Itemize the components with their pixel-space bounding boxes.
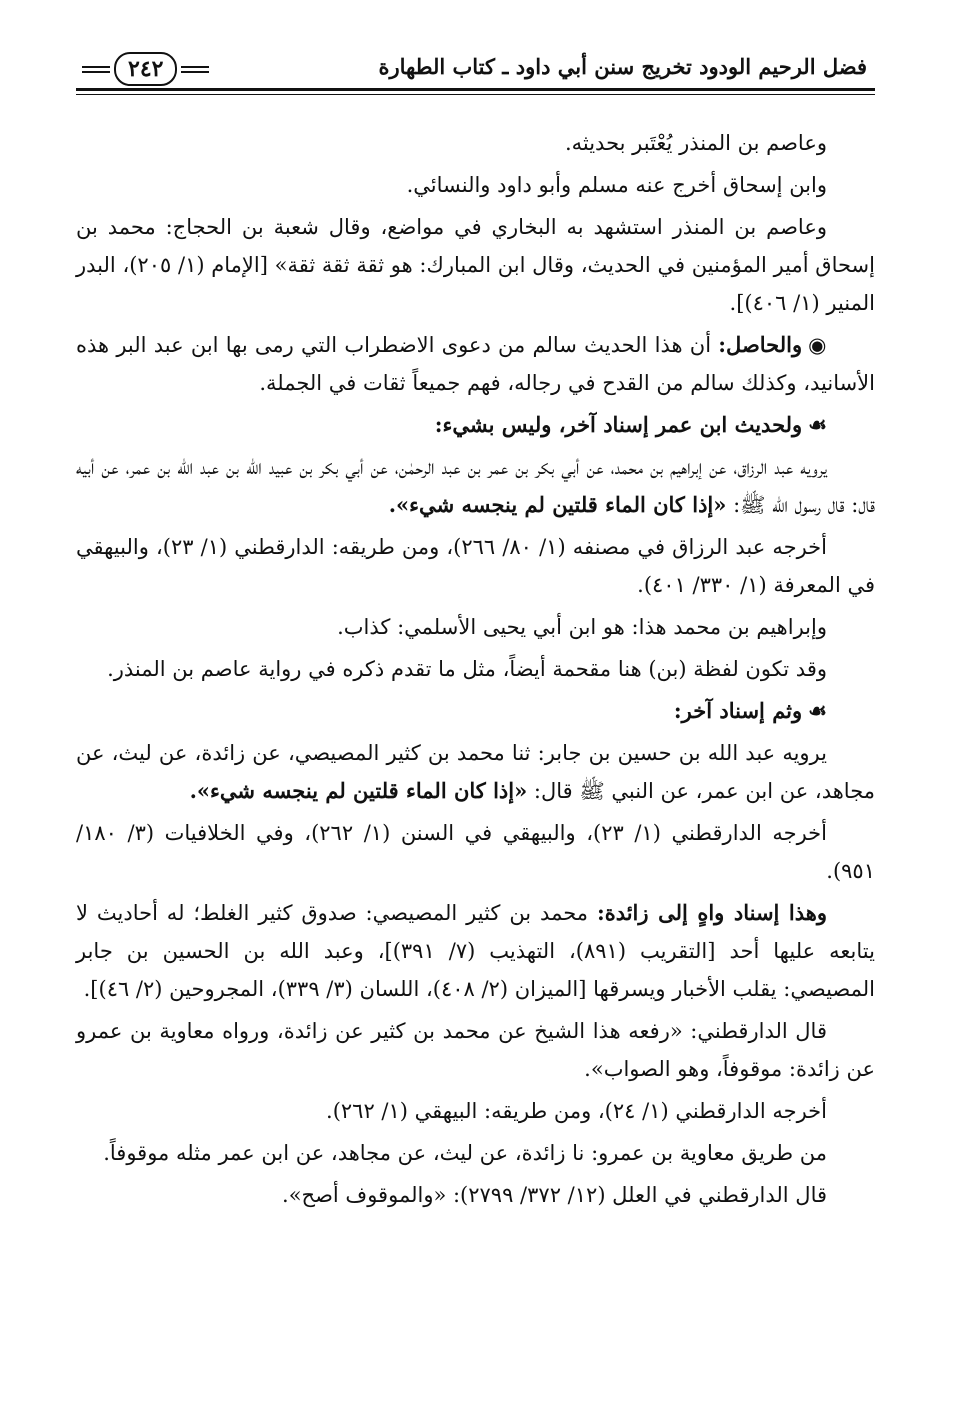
paragraph-6: يرويه عبد الرزاق، عن إبراهيم بن محمد، عن أبي بكر بن عمر بن عبد الرحمٰن، عن أبي بكر بن عبيد الله بن عبد الله بن عمر، عن أبيه قال: قال رسول الله ﷺ: «إذا كان الماء قلتين لم ينجسه شيء».	[76, 455, 875, 517]
page-number: ٢٤٢	[114, 52, 177, 86]
paragraph-conclusion: ◉والحاصل: أن هذا الحديث سالم من دعوى الاضطراب التي رمى بها ابن عبد البر هذه الأسانيد، وكذلك سالم من القدح في رجاله، فهم جميعاً ثقات في الجملة.	[76, 332, 875, 395]
running-title: فضل الرحيم الودود تخريج سنن أبي داود ـ كتاب الطهارة	[378, 54, 867, 79]
header-rule	[76, 88, 875, 91]
section-heading-1: ☙ولحديث ابن عمر إسناد آخر، وليس بشيء:	[434, 412, 827, 437]
paragraph-13: وهذا إسناد واهٍ إلى زائدة: محمد بن كثير المصيصي: صدوق كثير الغلط؛ له أحاديث لا يتابعه عليها أحد [التقريب (٨٩١)، التهذيب (٧/ ٣٩١)]، وعبد الله بن الحسين بن جابر المصيصي: يقلب الأخبار ويسرقها [الميزان (٢/ ٤٠٨)، اللسان (٣/ ٣٣٩)، المجروحين (٢/ ٤٦)].	[76, 900, 875, 1001]
paragraph-2: وابن إسحاق أخرج عنه مسلم وأبو داود والنسائي.	[406, 173, 827, 197]
paragraph-8: وإبراهيم بن محمد هذا: هو ابن أبي يحيى الأسلمي: كذاب.	[337, 615, 827, 639]
ornament-lines-right	[181, 66, 209, 73]
paragraph-15: أخرجه الدارقطني (١/ ٢٤)، ومن طريقه: البيهقي (١/ ٢٦٢).	[326, 1099, 827, 1123]
paragraph-3: وعاصم بن المنذر استشهد به البخاري في مواضع، وقال شعبة بن الحجاج: محمد بن إسحاق أمير المؤمنين في الحديث، وقال ابن المبارك: هو ثقة ثقة ثقة» [الإمام (١/ ٢٠٥)، البدر المنير (١/ ٤٠٦)].	[76, 215, 875, 315]
fleuron-icon: ☙	[808, 698, 827, 723]
paragraph-9: وقد تكون لفظة (بن) هنا مقحمة أيضاً، مثل ما تقدم ذكره في رواية عاصم بن المنذر.	[107, 657, 827, 681]
ornament-lines-left	[82, 66, 110, 73]
paragraph-12: أخرجه الدارقطني (١/ ٢٣)، والبيهقي في السنن (١/ ٢٦٢)، وفي الخلافيات (٣/ ١٨٠/ ٩٥١).	[76, 821, 875, 883]
paragraph-marker-icon: ◉	[808, 332, 828, 357]
paragraph-1: وعاصم بن المنذر يُعْتَبر بحديثه.	[564, 131, 827, 155]
page-number-ornament	[82, 52, 209, 86]
section-heading-2: ☙وثم إسناد آخر:	[673, 698, 827, 723]
header-rule-thin	[76, 94, 875, 95]
page-body	[76, 124, 875, 1214]
paragraph-16: من طريق معاوية بن عمرو: نا زائدة، عن ليث، عن مجاهد، عن ابن عمر مثله موقوفاً.	[103, 1141, 827, 1165]
paragraph-7: أخرجه عبد الرزاق في مصنفه (١/ ٨٠/ ٢٦٦)، ومن طريقه: الدارقطني (١/ ٢٣)، والبيهقي في المعرفة (١/ ٣٣٠/ ٤٠١).	[76, 535, 875, 597]
fleuron-icon: ☙	[808, 412, 827, 437]
page-header	[76, 50, 875, 106]
paragraph-11: يرويه عبد الله بن حسين بن جابر: ثنا محمد بن كثير المصيصي، عن زائدة، عن ليث، عن مجاهد، عن ابن عمر، عن النبي ﷺ قال: «إذا كان الماء قلتين لم ينجسه شيء».	[76, 741, 875, 803]
paragraph-14: قال الدارقطني: «رفعه هذا الشيخ عن محمد بن كثير عن زائدة، ورواه معاوية بن عمرو عن زائدة: موقوفاً، وهو الصواب».	[76, 1019, 875, 1081]
paragraph-17: قال الدارقطني في العلل (١٢/ ٣٧٢/ ٢٧٩٩): «والموقوف أصح».	[282, 1183, 827, 1207]
